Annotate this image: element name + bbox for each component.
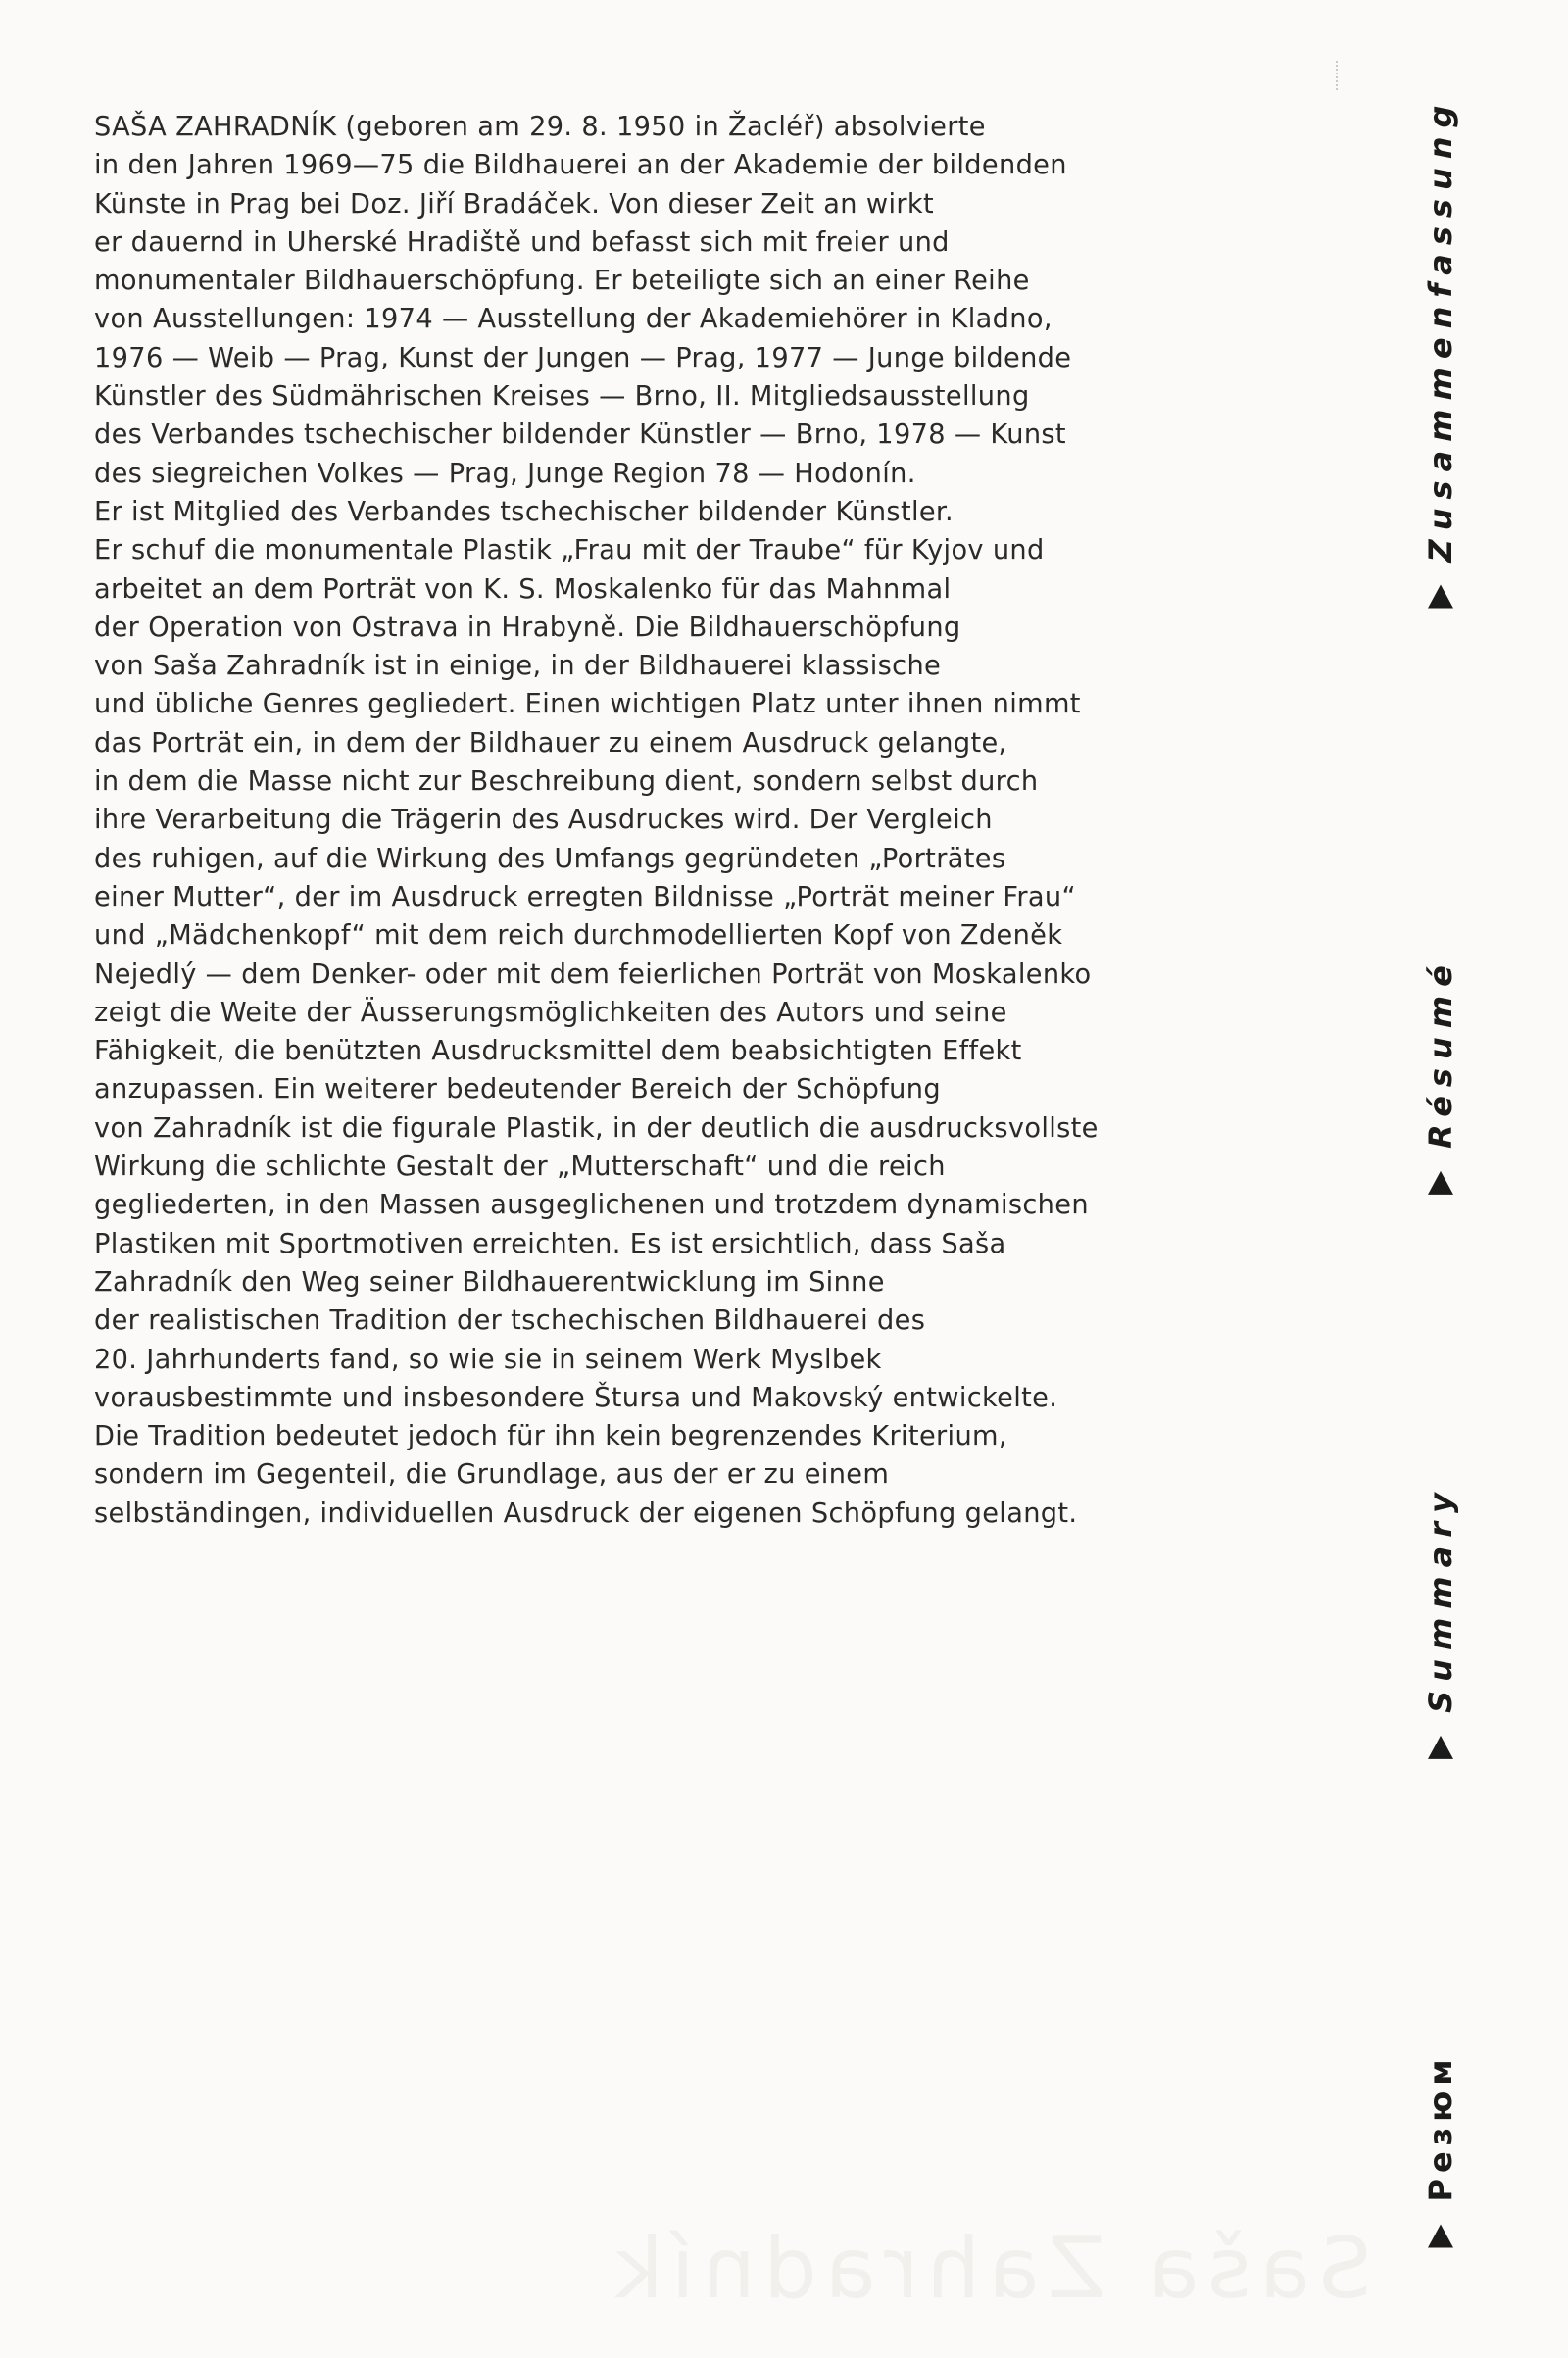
text-line: in dem die Masse nicht zur Beschreibung dient, sondern selbst durch bbox=[94, 766, 1039, 798]
text-line: des siegreichen Volkes — Prag, Junge Region 78 — Hodonín. bbox=[94, 458, 916, 489]
text-line: zeigt die Weite der Äusserungsmöglichkeiten des Autors und seine bbox=[94, 997, 1007, 1028]
text-line: SAŠA ZAHRADNÍK (geboren am 29. 8. 1950 in Žacléř) absolvierte bbox=[94, 112, 986, 142]
tab-label: Zusammenfassung bbox=[1422, 96, 1459, 563]
triangle-arrow-icon bbox=[1428, 584, 1453, 608]
text-line: Künstler des Südmährischen Kreises — Brno, II. Mitgliedsausstellung bbox=[94, 381, 1030, 413]
text-line: einer Mutter“, der im Ausdruck erregten Bildnisse „Porträt meiner Frau“ bbox=[94, 881, 1076, 912]
text-line: sondern im Gegenteil, die Grundlage, aus der er zu einem bbox=[94, 1459, 890, 1491]
text-line: der Operation von Ostrava in Hrabyně. Die Bildhauerschöpfung bbox=[94, 612, 961, 643]
text-line: Nejedlý — dem Denker- oder mit dem feierlichen Porträt von Moskalenko bbox=[94, 958, 1092, 990]
tab-resume[interactable] bbox=[1422, 957, 1459, 1196]
text-line: das Porträt ein, in dem der Bildhauer zu einem Ausdruck gelangte, bbox=[94, 727, 1007, 759]
tab-rezyum[interactable] bbox=[1422, 2053, 1459, 2248]
text-line: von Ausstellungen: 1974 — Ausstellung der Akademiehörer in Kladno, bbox=[94, 304, 1053, 335]
text-line: Künste in Prag bei Doz. Jiří Bradáček. Von dieser Zeit an wirkt bbox=[94, 188, 934, 220]
text-line: Plastiken mit Sportmotiven erreichten. Es ist ersichtlich, dass Saša bbox=[94, 1228, 1006, 1259]
text-line: und „Mädchenkopf“ mit dem reich durchmodellierten Kopf von Zdeněk bbox=[94, 920, 1063, 952]
tab-label: Résumé bbox=[1422, 957, 1459, 1149]
text-line: des Verbandes tschechischer bildender Künstler — Brno, 1978 — Kunst bbox=[94, 419, 1066, 451]
text-line: 20. Jahrhunderts fand, so wie sie in seinem Werk Myslbek bbox=[94, 1344, 882, 1375]
margin-mark bbox=[1336, 61, 1340, 90]
text-line: Zahradník den Weg seiner Bildhauerentwicklung im Sinne bbox=[94, 1266, 885, 1298]
text-line: Fähigkeit, die benützten Ausdrucksmittel dem beabsichtigten Effekt bbox=[94, 1036, 1022, 1067]
triangle-arrow-icon bbox=[1428, 2225, 1453, 2248]
text-line: arbeitet an dem Porträt von K. S. Moskalenko für das Mahnmal bbox=[94, 573, 952, 605]
tab-summary[interactable] bbox=[1422, 1484, 1459, 1760]
tab-label: Summary bbox=[1422, 1484, 1459, 1713]
biography-text bbox=[94, 108, 1241, 1533]
tab-label: Резюм bbox=[1422, 2053, 1459, 2202]
text-line: anzupassen. Ein weiterer bedeutender Bereich der Schöpfung bbox=[94, 1074, 941, 1105]
text-line: gegliederten, in den Massen ausgeglichenen und trotzdem dynamischen bbox=[94, 1190, 1089, 1221]
text-line: des ruhigen, auf die Wirkung des Umfangs gegründeten „Porträtes bbox=[94, 843, 1006, 874]
bleed-through-text: Saša Zahradník bbox=[606, 2220, 1372, 2318]
text-line: Er schuf die monumentale Plastik „Frau mit der Traube“ für Kyjov und bbox=[94, 535, 1045, 566]
text-line: ihre Verarbeitung die Trägerin des Ausdruckes wird. Der Vergleich bbox=[94, 805, 993, 836]
text-line: monumentaler Bildhauerschöpfung. Er beteiligte sich an einer Reihe bbox=[94, 266, 1030, 297]
text-line: der realistischen Tradition der tschechischen Bildhauerei des bbox=[94, 1305, 926, 1337]
text-line: Er ist Mitglied des Verbandes tschechischer bildender Künstler. bbox=[94, 496, 954, 527]
text-line: 1976 — Weib — Prag, Kunst der Jungen — Prag, 1977 — Junge bildende bbox=[94, 342, 1072, 373]
text-line: Wirkung die schlichte Gestalt der „Mutterschaft“ und die reich bbox=[94, 1152, 946, 1183]
text-line: Die Tradition bedeutet jedoch für ihn kein begrenzendes Kriterium, bbox=[94, 1421, 1007, 1452]
text-line: und übliche Genres gegliedert. Einen wichtigen Platz unter ihnen nimmt bbox=[94, 689, 1081, 720]
triangle-arrow-icon bbox=[1428, 1736, 1453, 1759]
text-line: er dauernd in Uherské Hradiště und befasst sich mit freier und bbox=[94, 226, 950, 258]
tab-zusammenfassung[interactable] bbox=[1422, 97, 1459, 610]
text-line: von Zahradník ist die figurale Plastik, in der deutlich die ausdrucksvollste bbox=[94, 1112, 1099, 1144]
text-line: von Saša Zahradník ist in einige, in der Bildhauerei klassische bbox=[94, 651, 942, 682]
text-line: selbständingen, individuellen Ausdruck der eigenen Schöpfung gelangt. bbox=[94, 1498, 1078, 1529]
text-line: in den Jahren 1969—75 die Bildhauerei an der Akademie der bildenden bbox=[94, 150, 1067, 181]
text-line: vorausbestimmte und insbesondere Štursa und Makovský entwickelte. bbox=[94, 1382, 1058, 1413]
triangle-arrow-icon bbox=[1428, 1171, 1453, 1195]
